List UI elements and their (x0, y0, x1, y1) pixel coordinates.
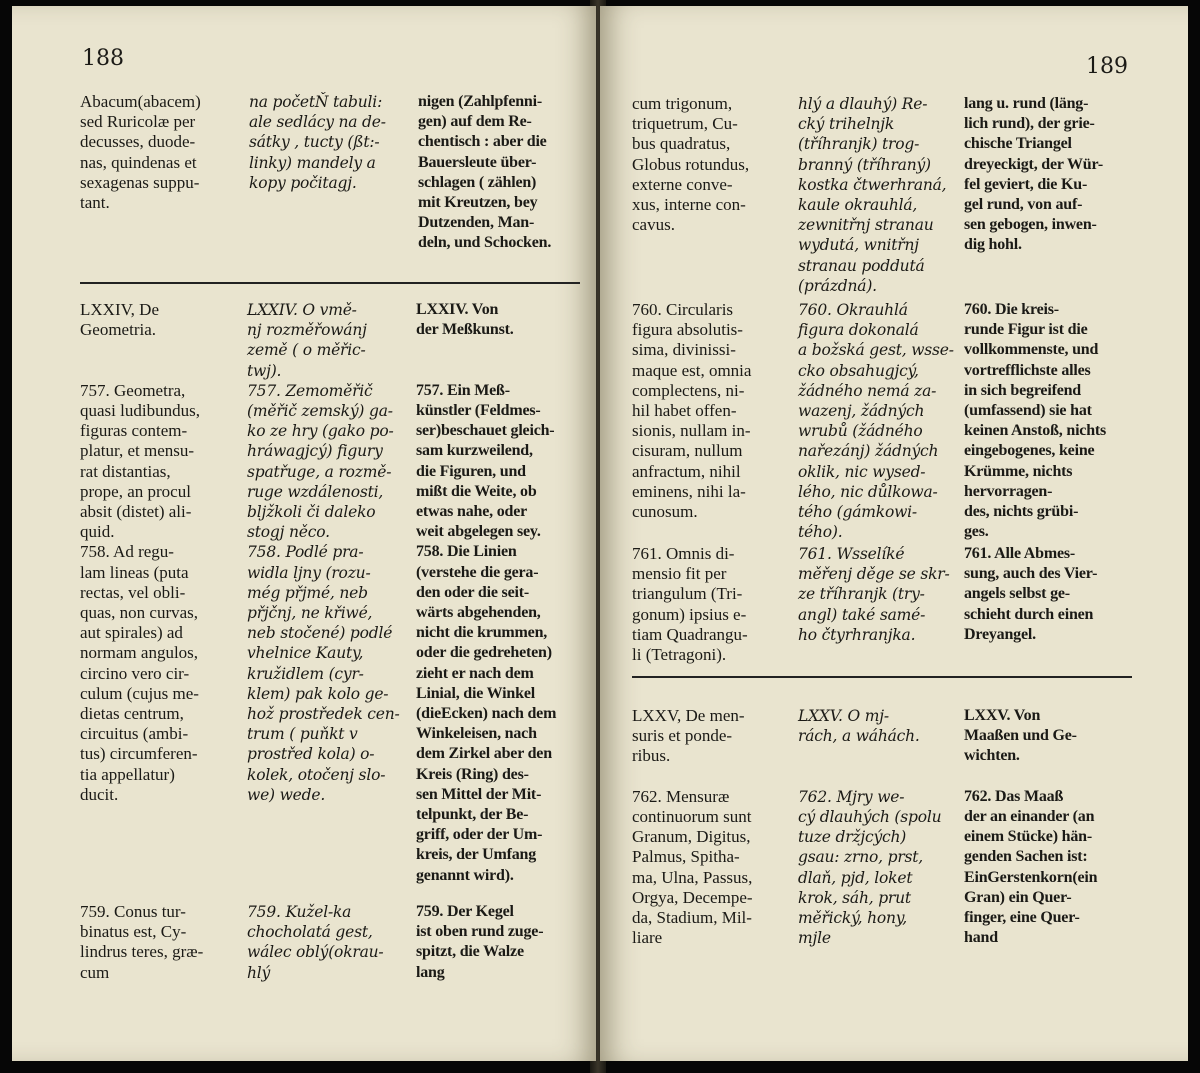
text-line: kostka čtwerhraná, (798, 175, 947, 194)
text-line: oder die gedreheten) (416, 644, 552, 662)
text-line: cum (80, 962, 110, 982)
text-line: žádného nemá za- (798, 381, 937, 400)
text-line (80, 340, 245, 360)
text-line: künstler (Feldmes- (416, 402, 541, 420)
item760-german (964, 300, 1139, 542)
text-line: gen) auf dem Re- (418, 113, 532, 131)
text-line: xus, interne con- (632, 195, 746, 215)
text-line: cisuram, nullum (632, 441, 743, 461)
text-line: lam lineas (puta (80, 562, 189, 582)
section-divider (80, 282, 580, 284)
section-czech (798, 706, 968, 948)
text-line: figura absolutis- (632, 320, 743, 340)
text-line: gel rund, von auf- (964, 196, 1083, 214)
text-line: Maaßen und Ge- (964, 727, 1077, 745)
text-line (964, 767, 1139, 787)
intro-czech (249, 92, 424, 193)
section-divider (632, 676, 1132, 678)
text-line: bljžkoli či daleko (247, 503, 376, 522)
text-line: da, Stadium, Mil- (632, 908, 752, 928)
text-line: (verstehe die gera- (416, 563, 539, 581)
text-line: Linial, die Winkel (416, 684, 535, 702)
text-line: angl) také samé- (798, 605, 926, 624)
text-line: tého). (798, 523, 843, 542)
text-line: LXXIV, De (80, 300, 160, 319)
text-line: wichten. (964, 747, 1020, 765)
text-line: cký trihelnjk (798, 115, 895, 134)
text-line: 760. Die kreis- (964, 301, 1059, 318)
text-line: hlý a dlauhý) Re- (798, 95, 928, 113)
text-line: 757. Zemoměřič (247, 381, 373, 400)
text-line: prope, an procul (80, 481, 191, 501)
text-line: ser)beschauet gleich- (416, 422, 555, 440)
text-line: LXXIV. O vmě- (247, 301, 357, 319)
text-line: triquetrum, Cu- (632, 114, 738, 134)
text-line: a božská gest, wsse- (798, 341, 954, 360)
text-line: genden Sachen ist: (964, 848, 1088, 866)
text-line: Kreis (Ring) des- (416, 765, 529, 783)
text-line: země ( o měřic- (247, 341, 366, 360)
text-line: wydutá, wnitřnj (798, 236, 919, 255)
text-line: hož prostředek cen- (247, 705, 400, 724)
item759-german (416, 902, 591, 983)
text-line: liare (632, 928, 663, 948)
text-line: sátky , tucty (ßt:- (249, 133, 380, 152)
text-line: 759. Conus tur- (80, 902, 186, 921)
item761-german (964, 544, 1139, 645)
text-line: fel geviert, die Ku- (964, 175, 1088, 193)
text-line: zieht er nach dem (416, 664, 534, 682)
text-line: (umfassend) sie hat (964, 402, 1092, 420)
text-line: cunosum. (632, 502, 698, 522)
text-line: LXXV, De men- (632, 706, 745, 725)
text-line: dig hohl. (964, 236, 1022, 254)
text-line: 761. Omnis di- (632, 544, 735, 563)
text-line: ribus. (632, 746, 671, 766)
text-line: mensio fit per (632, 564, 727, 584)
text-line: des, nichts grübi- (964, 503, 1079, 521)
text-line (416, 340, 591, 360)
text-line: hand (964, 929, 998, 947)
text-line: eingebogenes, keine (964, 442, 1095, 460)
text-line: continuorum sunt (632, 807, 752, 827)
text-line: hil habet offen- (632, 401, 737, 421)
text-line: 762. Das Maaß (964, 787, 1064, 805)
text-line: keinen Anstoß, nichts (964, 422, 1107, 440)
text-line: circuitus (ambi- (80, 724, 189, 744)
text-line: tia appellatur) (80, 764, 175, 784)
text-line: lang (416, 963, 445, 981)
text-line: tant. (80, 193, 110, 213)
text-line: (dieEcken) nach dem (416, 705, 557, 723)
top-latin (632, 94, 797, 235)
text-line: 759. Kužel-ka (247, 903, 352, 921)
text-line: 761. Alle Abmes- (964, 545, 1076, 562)
text-line: ze tříhranjk (try- (798, 585, 925, 604)
text-line: einem Stücke) hän- (964, 828, 1092, 846)
text-line: suris et ponde- (632, 726, 733, 746)
text-line: wrubů (žádného (798, 422, 923, 441)
text-line: hráwagjcý) figury (247, 442, 383, 461)
text-line: krok, sáh, prut (798, 888, 911, 907)
text-line: chocholatá gest, (247, 923, 373, 942)
text-line: cum trigonum, (632, 94, 733, 113)
text-line: stogj něco. (247, 523, 330, 542)
text-line: wazenj, žádných (798, 402, 925, 421)
text-line: LXXIV. Von (416, 301, 499, 318)
text-line: Globus rotundus, (632, 154, 750, 174)
text-line: ma, Ulna, Passus, (632, 867, 753, 887)
text-line: EinGerstenkorn(ein (964, 868, 1098, 886)
section-latin (80, 300, 245, 805)
text-line: der Meßkunst. (416, 321, 514, 339)
text-line: 757. Ein Meß- (416, 381, 510, 399)
text-line: hlý (247, 963, 271, 982)
text-line: die Figuren, und (416, 462, 526, 480)
text-line: mjle (798, 929, 831, 948)
text-line: trum ( puňkt v (247, 725, 358, 744)
text-line: dem Zirkel aber den (416, 745, 552, 763)
text-line: sionis, nullam in- (632, 421, 751, 441)
text-line: tiam Quadrangu- (632, 624, 748, 644)
text-line: (měřič zemský) ga- (247, 402, 393, 421)
section-latin (632, 706, 797, 948)
text-line: tého (gámkowi- (798, 503, 917, 522)
text-line: nigen (Zahlpfenni- (418, 93, 542, 110)
text-line: griff, oder der Um- (416, 826, 543, 844)
text-line: (prázdná). (798, 276, 877, 295)
text-line: ko ze hry (gako po- (247, 422, 394, 441)
text-line: culum (cujus me- (80, 683, 199, 703)
text-line: 762. Mjry we- (798, 787, 905, 806)
text-line: nj rozměřowánj (247, 321, 367, 340)
text-line: bus quadratus, (632, 134, 731, 154)
section-german (416, 300, 591, 886)
text-line: ges. (964, 523, 989, 541)
text-line: spitzt, die Walze (416, 943, 524, 961)
text-line: vollkommenste, und (964, 341, 1099, 359)
text-line: ducit. (80, 784, 119, 804)
text-line: mit Kreutzen, bey (418, 194, 538, 212)
text-line: rat distantias, (80, 461, 171, 481)
text-line: branný (tříhraný) (798, 155, 931, 174)
text-line: Gran) ein Quer- (964, 888, 1072, 906)
text-line: quas, non curvas, (80, 603, 199, 623)
item759-latin (80, 902, 245, 983)
item761-czech (798, 544, 968, 645)
text-line: deln, und Schocken. (418, 234, 552, 252)
text-line: li (Tetragoni). (632, 645, 727, 665)
text-line: (tříhranjk) trog- (798, 135, 920, 154)
text-line: figuras contem- (80, 421, 188, 441)
text-line: kaule okrauhlá, (798, 196, 918, 215)
text-line: lého, nic důlkowa- (798, 482, 938, 501)
text-line: Palmus, Spitha- (632, 847, 740, 867)
text-line: quasi ludibundus, (80, 401, 200, 421)
text-line: 758. Die Linien (416, 543, 517, 561)
intro-german (418, 92, 593, 254)
left-page (12, 6, 596, 1061)
text-line: twj). (247, 361, 282, 380)
text-line: nařezánj) žádných (798, 442, 939, 461)
text-line: linky) mandely a (249, 153, 376, 172)
item760-czech (798, 300, 968, 542)
text-line (416, 361, 591, 381)
text-line: normam angulos, (80, 643, 199, 663)
text-line: neb stočené) podlé (247, 624, 393, 643)
text-line: 761. Wsselíké (798, 545, 905, 563)
text-line: kopy počitagj. (249, 173, 357, 192)
text-line: angels selbst ge- (964, 585, 1070, 603)
right-page (600, 6, 1188, 1061)
text-line: měřický, hony, (798, 909, 907, 928)
text-line: gsau: zrno, prst, (798, 848, 924, 867)
text-line: Orgya, Decempe- (632, 887, 753, 907)
item759-czech (247, 902, 422, 983)
text-line: LXXV. Von (964, 707, 1041, 724)
text-line: widla ljny (rozu- (247, 563, 371, 582)
top-german (964, 94, 1139, 256)
text-line: ist oben rund zuge- (416, 923, 544, 941)
intro-latin (80, 92, 245, 213)
text-line: Winkeleisen, nach (416, 725, 537, 743)
text-line: wärts abgehenden, (416, 604, 541, 622)
text-line: maque est, omnia (632, 360, 752, 380)
text-line: finger, eine Quer- (964, 909, 1080, 927)
section-german (964, 706, 1139, 948)
text-line: sen Mittel der Mit- (416, 785, 542, 803)
text-line: externe conve- (632, 174, 733, 194)
text-line: sexagenas suppu- (80, 172, 200, 192)
text-line: sam kurzweilend, (416, 442, 533, 460)
text-line: weit abgelegen sey. (416, 523, 541, 541)
text-line: in sich begreifend (964, 381, 1082, 399)
text-line: Abacum(abacem) (80, 92, 201, 111)
text-line: vortrefflichste alles (964, 361, 1091, 379)
text-line: dreyeckigt, der Wür- (964, 155, 1103, 173)
text-line: ale sedlácy na de- (249, 113, 386, 132)
item761-latin (632, 544, 797, 665)
text-line: aut spirales) ad (80, 623, 183, 643)
text-line: decusses, duode- (80, 132, 196, 152)
text-line: cavus. (632, 215, 675, 235)
text-line: lang u. rund (läng- (964, 95, 1089, 112)
text-line: cý dlauhých (spolu (798, 808, 942, 827)
text-line: schlagen ( zählen) (418, 173, 537, 191)
text-line: dlaň, pjd, loket (798, 868, 913, 887)
text-line: még přjmé, neb (247, 583, 368, 602)
text-line: wálec oblý(okrau- (247, 943, 384, 962)
text-line: cko obsahugjcý, (798, 361, 919, 380)
text-line: we) wede. (247, 785, 326, 804)
text-line (80, 361, 245, 381)
text-line: kružidlem (cyr- (247, 664, 364, 683)
item760-latin (632, 300, 797, 522)
text-line (798, 746, 968, 766)
text-line: etwas nahe, oder (416, 503, 528, 521)
text-line: Dreyangel. (964, 625, 1036, 643)
text-line: complectens, ni- (632, 380, 745, 400)
text-line: zewnitřnj stranau (798, 216, 934, 235)
text-line: den oder die seit- (416, 583, 529, 601)
text-line: 759. Der Kegel (416, 903, 514, 920)
text-line: quid. (80, 522, 115, 542)
section-czech (247, 300, 422, 805)
text-line: Dutzenden, Man- (418, 214, 535, 232)
text-line: Bauersleute über- (418, 153, 537, 171)
text-line: kolek, otočenj slo- (247, 765, 386, 784)
text-line: oklik, nic wysed- (798, 462, 926, 481)
text-line: 758. Podlé pra- (247, 543, 364, 562)
text-line: Granum, Digitus, (632, 827, 751, 847)
text-line: chentisch : aber die (418, 133, 547, 151)
text-line: telpunkt, der Be- (416, 806, 529, 824)
text-line: ho čtyrhranjka. (798, 625, 916, 644)
text-line (798, 767, 968, 787)
text-line: gonum) ipsius e- (632, 604, 747, 624)
text-line: na početŇ tabuli: (249, 93, 383, 111)
text-line: LXXV. O mj- (798, 707, 889, 725)
text-line: tus) circumferen- (80, 744, 198, 764)
text-line: rectas, vel obli- (80, 582, 186, 602)
text-line: triangulum (Tri- (632, 584, 743, 604)
text-line: genannt wird). (416, 866, 514, 884)
text-line: kreis, der Umfang (416, 846, 537, 864)
text-line: ruge wzdálenosti, (247, 482, 384, 501)
text-line: chische Triangel (964, 135, 1072, 153)
text-line: schieht durch einen (964, 605, 1094, 623)
text-line: hervorragen- (964, 482, 1053, 500)
text-line: der an einander (an (964, 808, 1095, 826)
text-line: circino vero cir- (80, 663, 190, 683)
text-line: sung, auch des Vier- (964, 565, 1098, 583)
text-line: binatus est, Cy- (80, 922, 187, 942)
text-line: sima, divinissi- (632, 340, 736, 360)
text-line: sed Ruricolæ per (80, 112, 196, 132)
text-line: stranau poddutá (798, 256, 925, 275)
text-line: měřenj děge se skr- (798, 565, 950, 584)
text-line: lich rund), der grie- (964, 115, 1095, 133)
text-line: 757. Geometra, (80, 380, 186, 400)
text-line: dietas centrum, (80, 704, 184, 724)
text-line (632, 767, 797, 787)
text-line: platur, et mensu- (80, 441, 195, 461)
text-line: spatřuge, a rozmě- (247, 462, 392, 481)
text-line: vhelnice Kauty, (247, 644, 364, 663)
text-line: mißt die Weite, ob (416, 482, 537, 500)
text-line: runde Figur ist die (964, 321, 1088, 339)
page-number: 189 (1086, 54, 1128, 79)
text-line: Geometria. (80, 320, 156, 340)
text-line: rách, a wáhách. (798, 727, 920, 746)
text-line: eminens, nihi la- (632, 481, 746, 501)
text-line: absit (distet) ali- (80, 502, 192, 522)
text-line: 762. Mensuræ (632, 786, 730, 806)
text-line: 760. Circularis (632, 300, 734, 319)
text-line: klem) pak kolo ge- (247, 684, 389, 703)
text-line: tuze držjcých) (798, 828, 907, 847)
text-line: 760. Okrauhlá (798, 301, 908, 319)
text-line: 758. Ad regu- (80, 542, 174, 562)
top-czech (798, 94, 968, 296)
text-line: sen gebogen, inwen- (964, 216, 1097, 234)
text-line: přjčnj, ne křiwé, (247, 604, 373, 623)
text-line: nas, quindenas et (80, 152, 197, 172)
text-line: nicht die krummen, (416, 624, 548, 642)
page-number: 188 (82, 46, 124, 71)
text-line: anfractum, nihil (632, 461, 741, 481)
text-line: figura dokonalá (798, 321, 919, 340)
text-line: prostřed kola) o- (247, 745, 375, 764)
text-line: lindrus teres, græ- (80, 942, 204, 962)
text-line: Krümme, nichts (964, 462, 1073, 480)
